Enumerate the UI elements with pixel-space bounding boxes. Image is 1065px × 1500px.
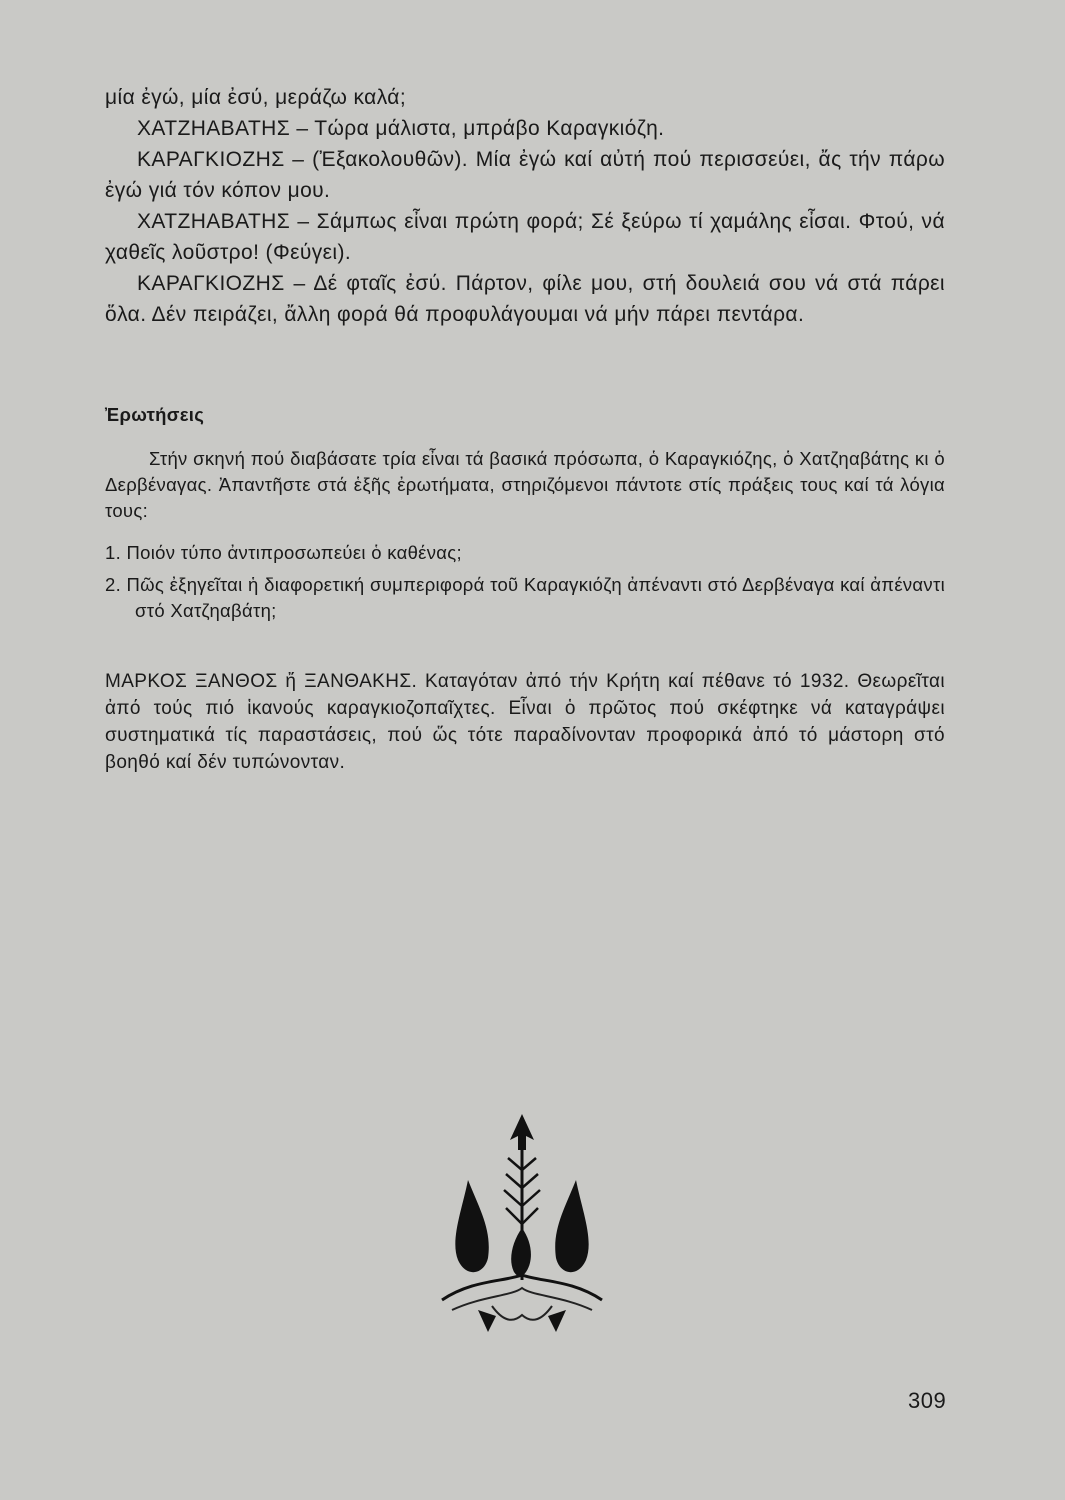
dialogue-line-4: ΧΑΤΖΗΑΒΑΤΗΣ – Σάμπως εἶναι πρώτη φορά; Σέ ξεύρω τί χαμάλης εἶσαι. Φτού, νά χαθεῖς λοῦστρο! (Φεύγει).	[105, 210, 945, 264]
page-number: 309	[908, 1388, 947, 1413]
dialogue-line-5: ΚΑΡΑΓΚΙΟΖΗΣ – Δέ φταῖς ἐσύ. Πάρτον, φίλε μου, στή δουλειά σου νά στά πάρει ὅλα. Δέν πειράζει, ἄλλη φορά θά προφυλάγουμαι νά μήν πάρει πεντάρα.	[105, 272, 945, 326]
biography-note: ΜΑΡΚΟΣ ΞΑΝΘΟΣ ἤ ΞΑΝΘΑΚΗΣ. Καταγόταν ἀπό τήν Κρήτη καί πέθανε τό 1932. Θεωρεῖται ἀπό τούς πιό ἱκανούς καραγκιοζοπαῖχτες. Εἶναι ὁ πρῶτος πού σκέφτηκε νά καταγράψει συστηματικά τίς παραστάσεις, πού ὥς τότε παραδίνονταν προφορικά ἀπό τό μάστορη στό βοηθό καί δέν τυπώνονταν.	[105, 671, 945, 773]
question-item-1: 1. Ποιόν τύπο ἀντιπροσωπεύει ὁ καθένας;	[105, 542, 462, 563]
dialogue-line-2: ΧΑΤΖΗΑΒΑΤΗΣ – Τώρα μάλιστα, μπράβο Καραγκιόζη.	[137, 117, 665, 140]
dialogue-line-3: ΚΑΡΑΓΚΙΟΖΗΣ – (Ἐξακολουθῶν). Μία ἐγώ καί αὐτή πού περισσεύει, ἄς τήν πάρω ἐγώ γιά τόν κόπον μου.	[105, 148, 945, 202]
question-item-2: 2. Πῶς ἐξηγεῖται ἡ διαφορετική συμπεριφορά τοῦ Καραγκιόζη ἀπέναντι στό Δερβέναγα καί ἀπέναντι στό Χατζηαβάτη;	[105, 574, 945, 621]
questions-intro: Στήν σκηνή πού διαβάσατε τρία εἶναι τά βασικά πρόσωπα, ὁ Καραγκιόζης, ὁ Χατζηαβάτης κι ὁ Δερβέναγας. Ἀπαντῆστε στά ἑξῆς ἐρωτήματα, στηριζόμενοι πάντοτε στίς πράξεις τους καί τά λόγια τους:	[105, 448, 945, 521]
questions-heading: Ἐρωτήσεις	[105, 404, 205, 425]
decorative-ornament	[422, 1110, 622, 1340]
dialogue-line-1: μία ἐγώ, μία ἐσύ, μεράζω καλά;	[105, 86, 407, 109]
